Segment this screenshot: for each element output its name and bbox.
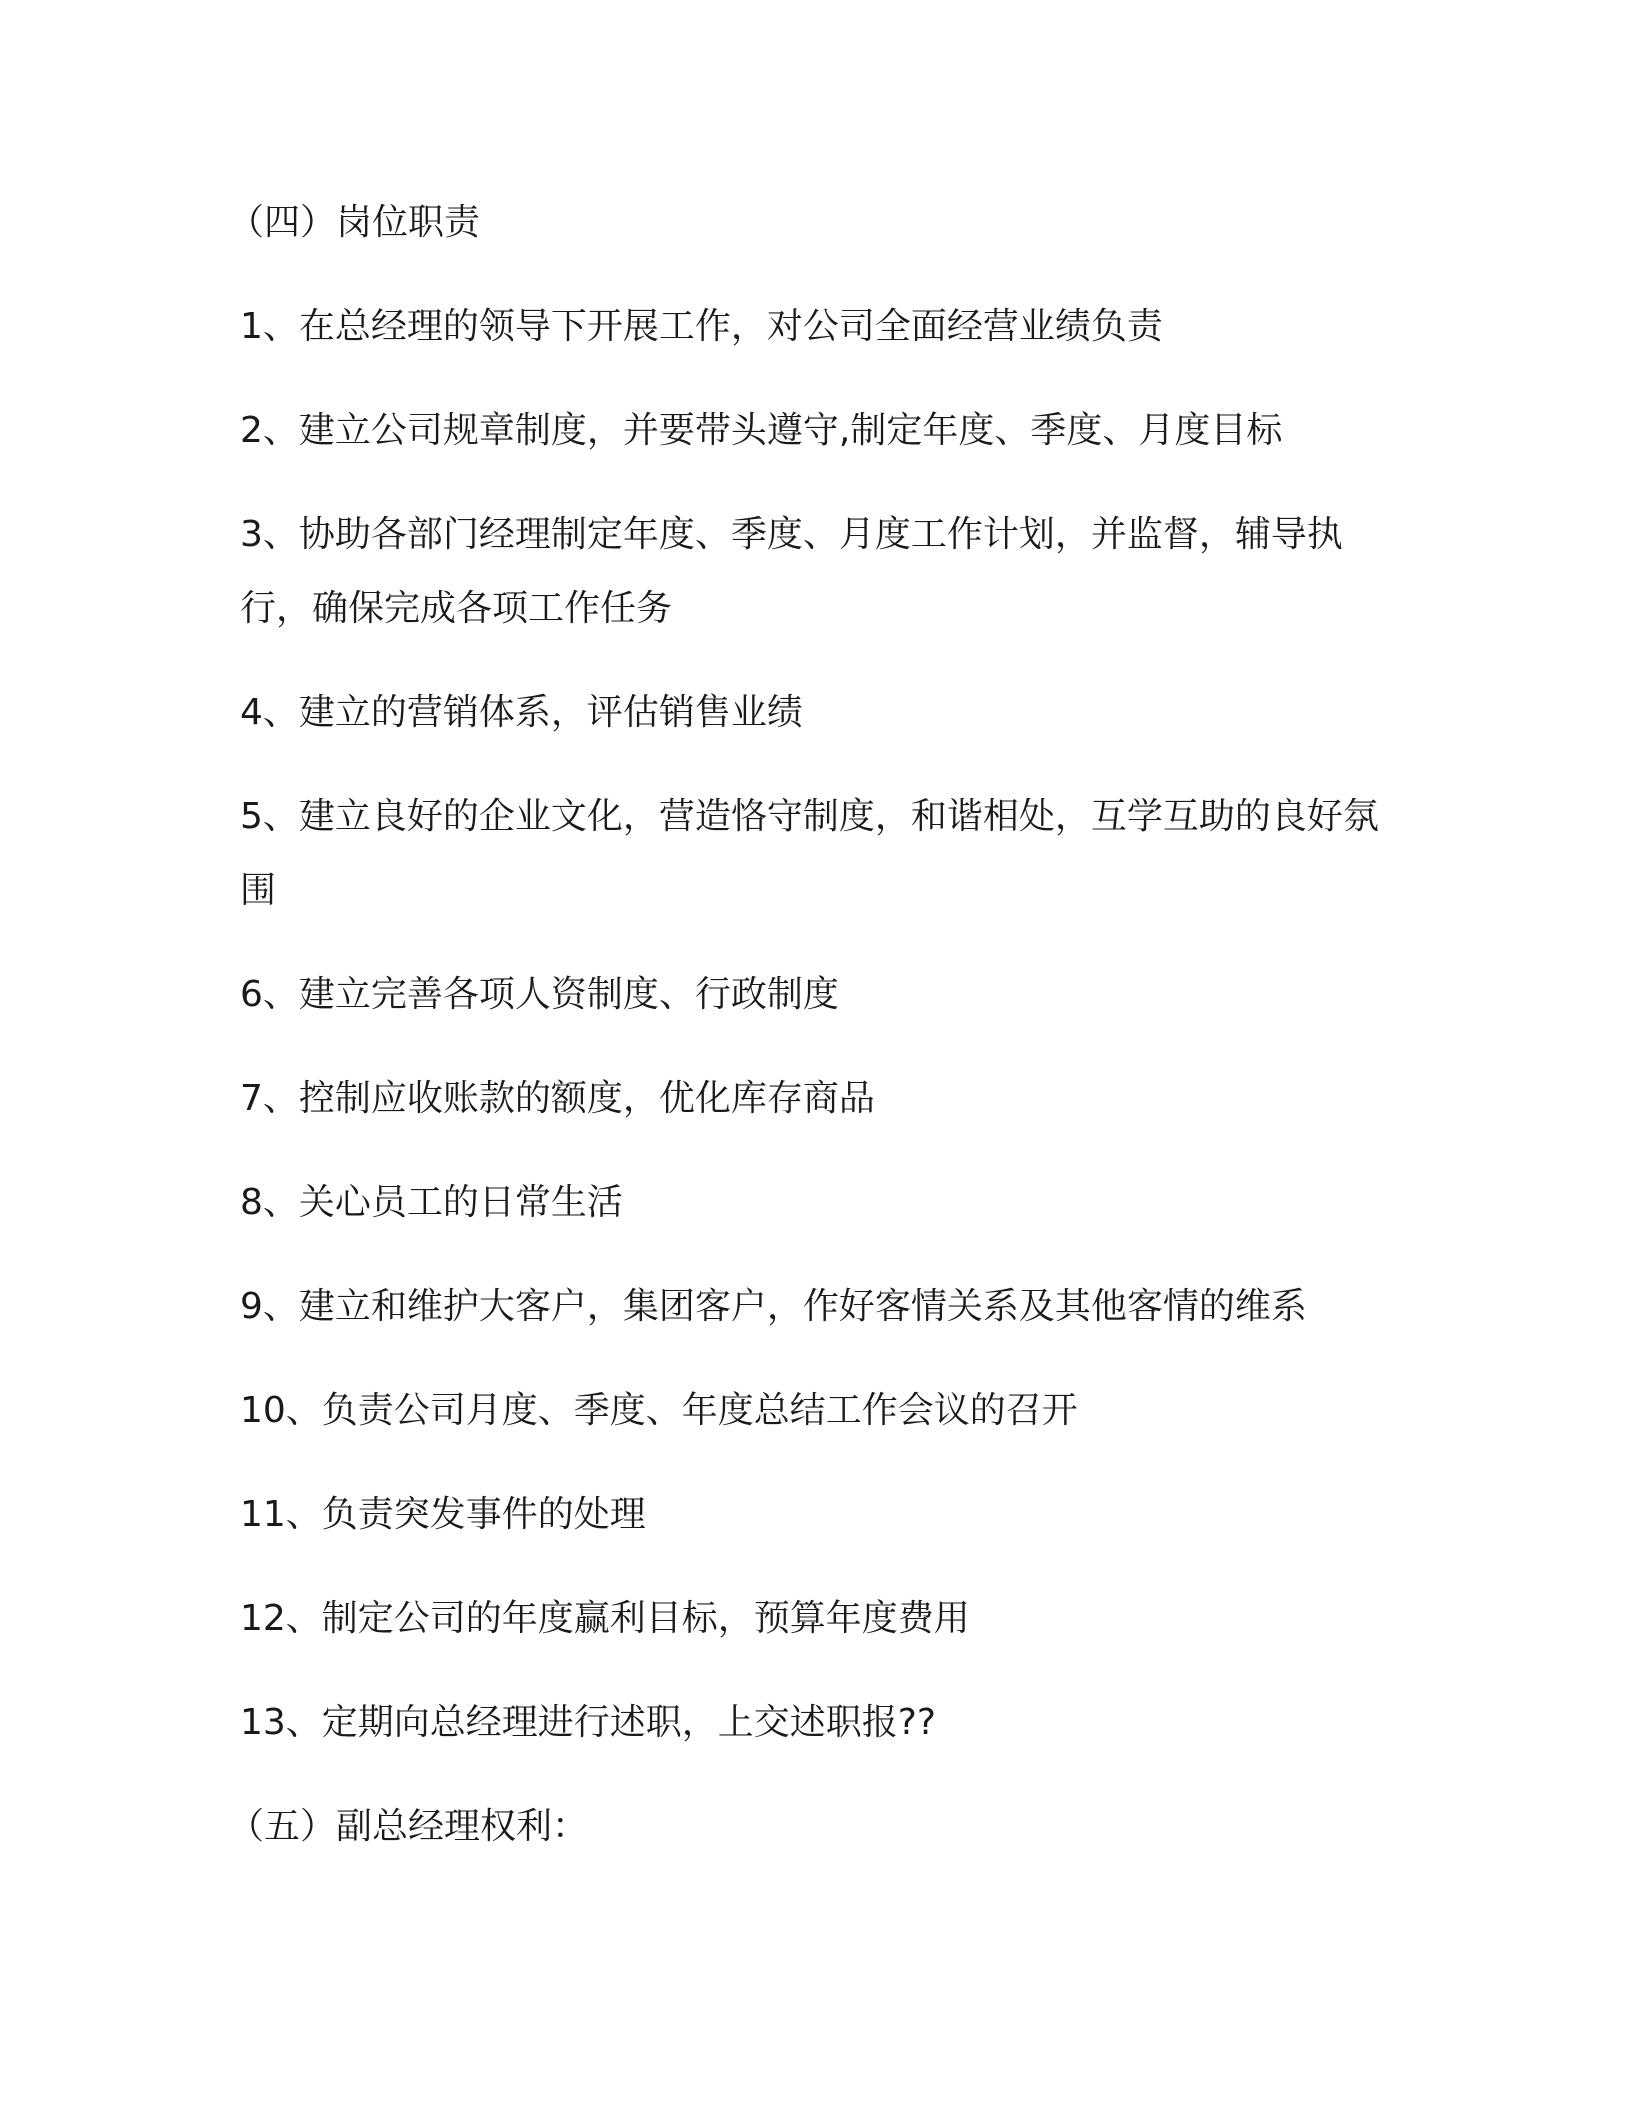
duty-item-4: 4、建立的营销体系，评估销售业绩	[240, 692, 803, 733]
duty-item-3: 3、协助各部门经理制定年度、季度、月度工作计划，并监督，辅导执行，确保完成各项工作任务	[240, 514, 1343, 629]
duty-item-9: 9、建立和维护大客户，集团客户，作好客情关系及其他客情的维系	[240, 1286, 1307, 1327]
duty-item-11: 11、负责突发事件的处理	[240, 1494, 646, 1535]
duty-item-7: 7、控制应收账款的额度，优化库存商品	[240, 1078, 875, 1119]
duty-item-12: 12、制定公司的年度赢利目标，预算年度费用	[240, 1598, 970, 1639]
duty-item-10: 10、负责公司月度、季度、年度总结工作会议的召开	[240, 1390, 1078, 1431]
duty-item-1: 1、在总经理的领导下开展工作，对公司全面经营业绩负责	[240, 306, 1163, 347]
duty-item-2: 2、建立公司规章制度，并要带头遵守,制定年度、季度、月度目标	[240, 410, 1283, 451]
section-four-heading: （四）岗位职责	[228, 202, 481, 243]
document-body	[228, 186, 1390, 1894]
duty-item-5: 5、建立良好的企业文化，营造恪守制度，和谐相处，互学互助的良好氛围	[240, 796, 1379, 911]
duty-item-13: 13、定期向总经理进行述职，上交述职报??	[240, 1702, 937, 1743]
duty-item-8: 8、关心员工的日常生活	[240, 1182, 623, 1223]
section-five-heading: （五）副总经理权利：	[228, 1806, 589, 1847]
duty-item-6: 6、建立完善各项人资制度、行政制度	[240, 974, 839, 1015]
